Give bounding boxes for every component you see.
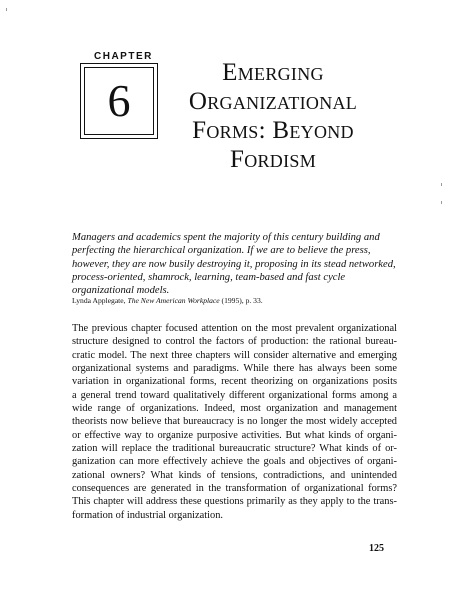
epigraph-line: however, they are now busily destroying it, proposing in its stead networked, [72,258,396,270]
epigraph-line: organizational models. [72,285,170,297]
chapter-title-line: Forms: Beyond [192,117,354,144]
body-line: structure designed to control the factors of production: the rational bureau- [72,336,397,348]
body-line: organizational systems and paradigms. While there has always been some [72,363,397,375]
epigraph-line: Managers and academics spent the majority of this century building and [72,232,380,243]
chapter-title-line: Organizational [188,88,358,115]
scan-speck [6,8,7,11]
epigraph-line: perfecting the hierarchical organization. If we are to believe the press, [72,245,371,257]
chapter-title [164,58,382,174]
scan-speck [441,183,442,186]
chapter-number: 6 [107,75,131,126]
chapter-title-line: Fordism [229,146,317,173]
body-line: The previous chapter focused attention on the most prevalent organizational [72,323,397,334]
chapter-number-frame [84,67,154,135]
chapter-title-line: Emerging [222,59,324,86]
body-line: zation will replace the traditional bureaucratic structure? What kinds of or- [72,443,397,455]
body-line: theorists now believe that bureaucracy is no longer the most widely accepted [72,416,397,428]
attribution-citation: (1995), p. 33. [219,296,263,305]
attribution-author: Lynda Applegate, [72,296,128,305]
scan-speck [441,201,442,204]
attribution-book-title: The New American Workplace [127,296,220,305]
chapter-label: CHAPTER [94,51,153,62]
body-line: a general trend toward qualitatively different organizational forms among a [72,389,397,401]
body-line: formation of industrial organization. [72,509,224,521]
body-paragraph [72,322,397,522]
body-line: This chapter will address these questions primarily as they apply to the trans- [72,496,397,508]
body-line: consequences are generated in the transformation of organizational forms? [72,483,397,495]
chapter-number-box [80,63,158,139]
epigraph-attribution [72,296,397,306]
body-line: wide range of organizations. Indeed, most organization and management [72,403,397,415]
body-line: zational owners? What kinds of tensions, contradictions, and unintended [72,469,397,481]
body-line: ganization can more effectively achieve the goals and objectives of organi- [72,456,397,468]
body-line: cratic model. The next three chapters will consider alternative and emerging [72,349,397,361]
epigraph-line: process-oriented, shamrock, learning, team-based and fast cycle [72,271,346,283]
page-number: 125 [369,543,384,554]
body-line: or effective way to organize purposive activities. But what kinds of organi- [72,429,397,441]
epigraph-quote [72,231,397,297]
body-line: variation in organizational forms, recent theorizing on organizations posits [72,376,397,388]
